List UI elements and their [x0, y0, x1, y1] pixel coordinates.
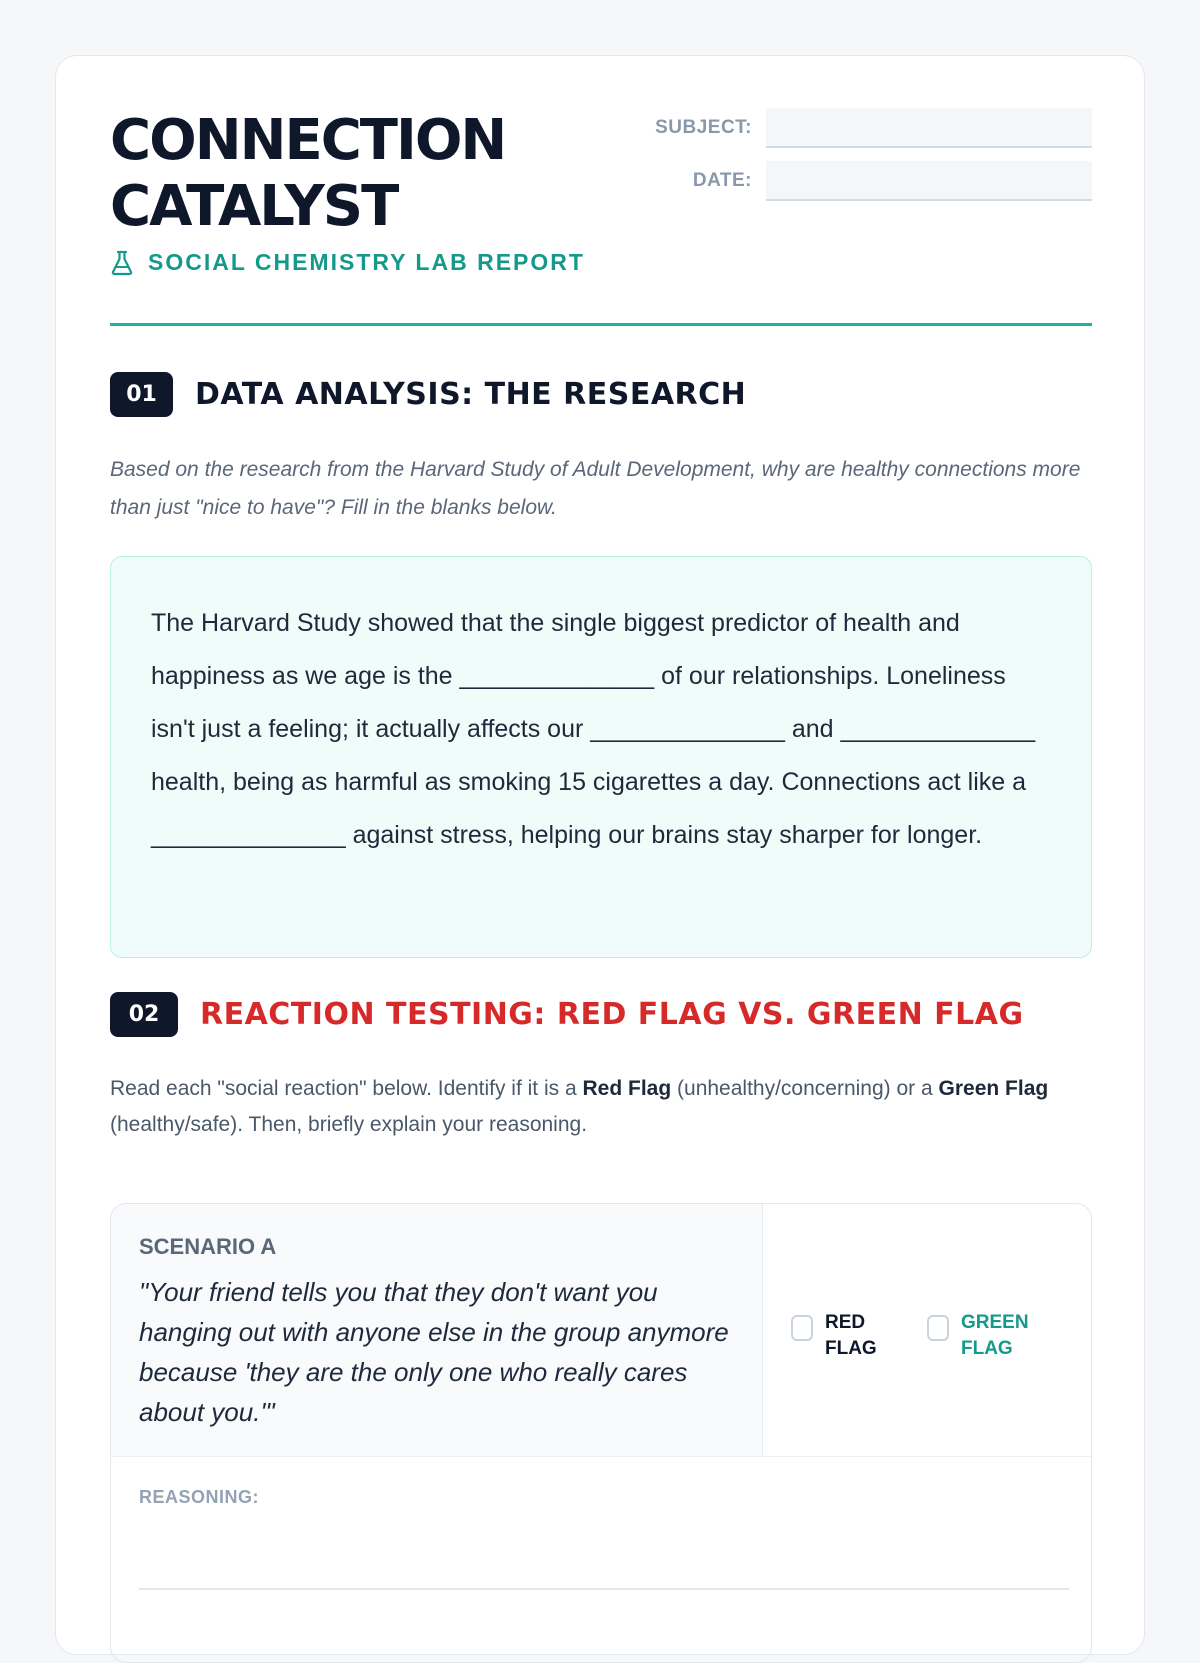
date-row [630, 161, 1092, 201]
date-input[interactable] [766, 161, 1092, 201]
flag-options [763, 1204, 1092, 1456]
section-1-number: 01 [110, 372, 173, 417]
intro-text-1: Read each "social reaction" below. Identify if it is a [110, 1077, 583, 1100]
fill-in-blanks-text: The Harvard Study showed that the single biggest predictor of health and happiness as we age is the ______________ of our relationships. Loneliness isn't just a feeling; it actually affects our ______________ and ______________ health, being as harmful as smoking 15 cigarettes a day. Connections act like a ______________ against stress, helping our brains stay sharper for longer. [151, 609, 1036, 849]
subject-row [630, 108, 1092, 148]
intro-green-flag: Green Flag [938, 1077, 1049, 1100]
subtitle-text: SOCIAL CHEMISTRY LAB REPORT [148, 249, 585, 275]
intro-red-flag: Red Flag [582, 1077, 672, 1100]
green-flag-label: GREEN FLAG [961, 1312, 1029, 1359]
section-2-number: 02 [110, 992, 178, 1037]
section-2-intro [110, 1071, 1092, 1143]
section-1-intro: Based on the research from the Harvard Study of Adult Development, why are healthy connections more than just "nice to have"? Fill in the blanks below. [110, 458, 1081, 519]
worksheet-card [55, 55, 1145, 1655]
flask-icon [110, 250, 134, 276]
reasoning-section [111, 1456, 1092, 1663]
title-line-1: CONNECTION [110, 108, 506, 173]
meta-fields [630, 108, 1092, 214]
intro-text-2: (unhealthy/concerning) or a [671, 1077, 939, 1100]
subject-label: SUBJECT: [655, 117, 752, 138]
scenario-quote: "Your friend tells you that they don't want you hanging out with anyone else in the group anymore because 'they are the only one who really cares about you.'" [139, 1277, 729, 1427]
date-label: DATE: [692, 170, 752, 191]
header-divider [110, 323, 1092, 326]
section-2-title: REACTION TESTING: RED FLAG VS. GREEN FLAG [200, 997, 1024, 1032]
red-flag-option[interactable] [791, 1310, 877, 1362]
report-subtitle [110, 249, 585, 276]
section-1-title: DATA ANALYSIS: THE RESEARCH [195, 377, 747, 412]
red-flag-label: RED FLAG [825, 1312, 877, 1359]
scenario-a-prompt [111, 1204, 763, 1456]
intro-text-3: (healthy/safe). Then, briefly explain your reasoning. [110, 1113, 588, 1136]
reasoning-input[interactable] [139, 1522, 1069, 1590]
subject-input[interactable] [766, 108, 1092, 148]
fill-in-blanks-box [110, 556, 1092, 958]
page-title [110, 108, 505, 240]
red-flag-checkbox[interactable] [791, 1315, 813, 1341]
reasoning-label: REASONING: [139, 1487, 260, 1507]
green-flag-option[interactable] [927, 1310, 1029, 1362]
title-line-2: CATALYST [110, 174, 398, 239]
scenario-label: SCENARIO A [139, 1234, 277, 1259]
green-flag-checkbox[interactable] [927, 1315, 949, 1341]
scenario-a-card [110, 1203, 1092, 1663]
section-1-header [110, 372, 746, 417]
section-2-header [110, 992, 1024, 1037]
